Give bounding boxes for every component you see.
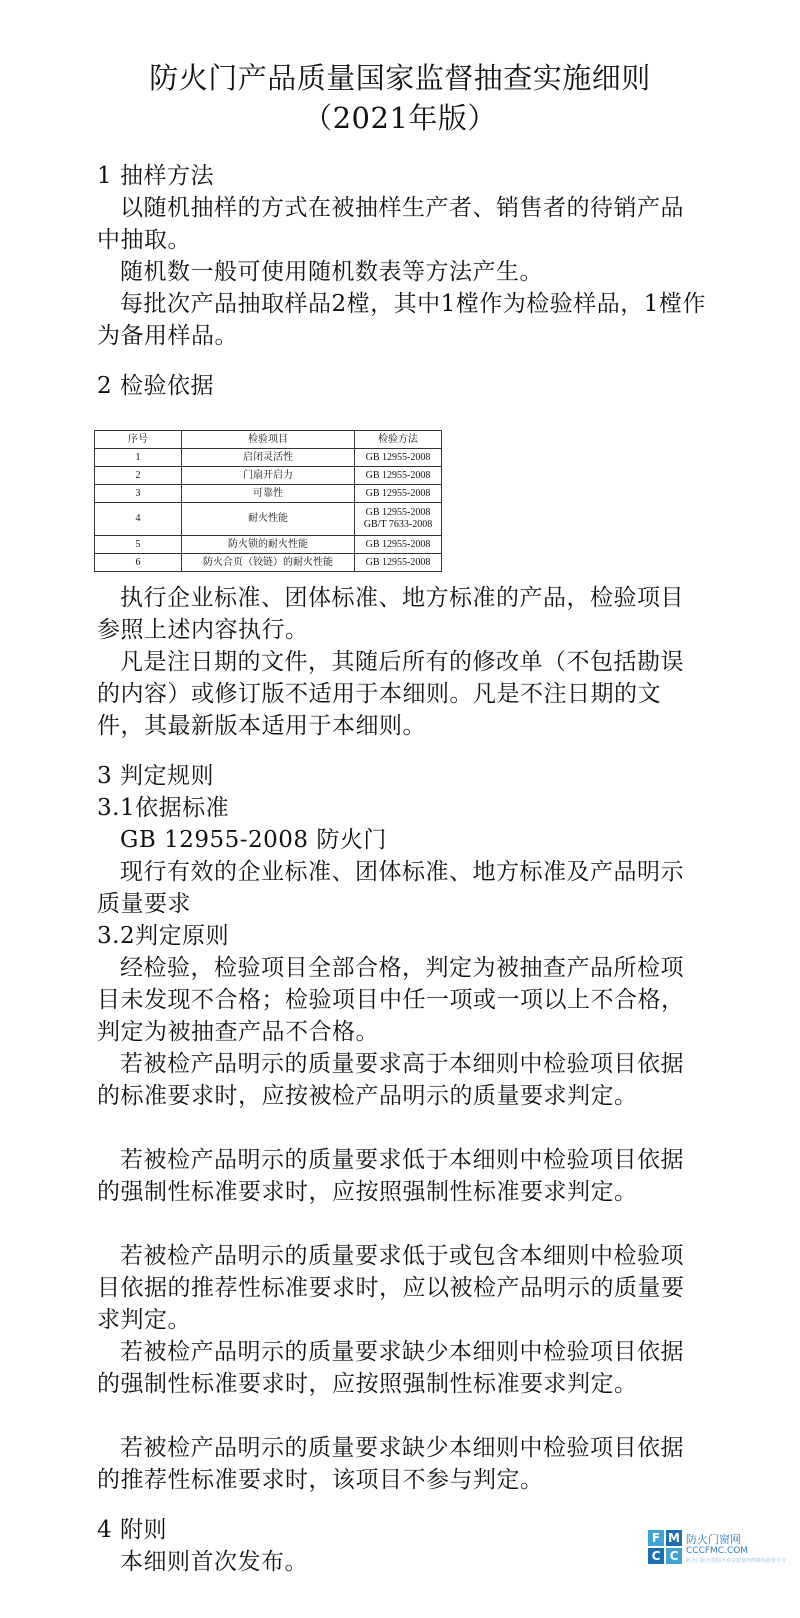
table-cell-item: 耐火性能 [182,503,355,536]
logo-site-name: 防火门窗网 [686,1533,741,1546]
section-3-1-heading: 3.1依据标准 [97,795,230,821]
logo-tagline: 防火门防火窗防火卷帘质量网络媒体服务平台 [686,1558,787,1564]
logo-letter: M [666,1530,682,1546]
table-cell-item: 防火锁的耐火性能 [182,536,355,554]
inspection-table [94,430,442,572]
table-cell-item: 门扇开启力 [182,467,355,485]
section-2-paragraph-2: 凡是注日期的文件，其随后所有的修改单（不包括勘误的内容）或修订版不适用于本细则。凡是不注日期的文件，其最新版本适用于本细则。 [97,649,684,739]
logo-letter: C [666,1548,682,1564]
section-1-paragraph-1: 以随机抽样的方式在被抽样生产者、销售者的待销产品中抽取。 [97,195,684,253]
table-cell-no: 2 [95,467,182,485]
table-cell-method: GB 12955-2008 [355,554,442,572]
logo-mark-icon [648,1530,682,1564]
section-1-paragraph-3: 每批次产品抽取样品2樘，其中1樘作为检验样品，1樘作为备用样品。 [97,291,706,349]
table-cell-method: GB 12955-2008 [355,485,442,503]
section-2-heading: 2 检验依据 [97,373,214,399]
document-edition: （2021年版） [303,101,497,135]
section-4-heading: 4 附则 [97,1517,167,1543]
section-3-1-standard-2: 现行有效的企业标准、团体标准、地方标准及产品明示质量要求 [97,859,684,917]
table-header-item: 检验项目 [182,431,355,449]
section-3-2-heading: 3.2判定原则 [97,923,230,949]
section-3-2-paragraph-4: 若被检产品明示的质量要求低于或包含本细则中检验项目依据的推荐性标准要求时，应以被检产品明示的质量要求判定。 [97,1243,685,1333]
table-header-no: 序号 [95,431,182,449]
table-row [95,485,442,503]
table-cell-no: 1 [95,449,182,467]
table-row [95,467,442,485]
table-header-method: 检验方法 [355,431,442,449]
document-title: 防火门产品质量国家监督抽查实施细则 [149,61,651,95]
table-cell-no: 6 [95,554,182,572]
logo-letter: F [648,1530,664,1546]
table-header-row [95,431,442,449]
section-1-paragraph-2: 随机数一般可使用随机数表等方法产生。 [120,259,543,285]
section-3-2-paragraph-5: 若被检产品明示的质量要求缺少本细则中检验项目依据的强制性标准要求时，应按照强制性标准要求判定。 [97,1339,684,1397]
section-3-2-paragraph-1: 经检验，检验项目全部合格，判定为被抽查产品所检项目未发现不合格；检验项目中任一项或一项以上不合格，判定为被抽查产品不合格。 [97,955,685,1045]
section-3-2-paragraph-6: 若被检产品明示的质量要求缺少本细则中检验项目依据的推荐性标准要求时，该项目不参与判定。 [97,1435,684,1493]
table-row [95,536,442,554]
section-1-heading: 1 抽样方法 [97,163,214,189]
section-4-paragraph-1: 本细则首次发布。 [120,1549,308,1575]
table-cell-item: 防火合页（铰链）的耐火性能 [182,554,355,572]
table-cell-method: GB 12955-2008 [355,536,442,554]
table-cell-method [355,503,442,536]
table-cell-method: GB 12955-2008 [355,467,442,485]
section-3-1-standard-1: GB 12955-2008 防火门 [120,827,387,853]
table-cell-item: 可靠性 [182,485,355,503]
section-2-paragraph-1: 执行企业标准、团体标准、地方标准的产品，检验项目参照上述内容执行。 [97,585,684,643]
table-cell-method-line-2: GB/T 7633-2008 [363,519,433,530]
table-cell-no: 5 [95,536,182,554]
table-cell-method: GB 12955-2008 [355,449,442,467]
section-3-2-paragraph-2: 若被检产品明示的质量要求高于本细则中检验项目依据的标准要求时，应按被检产品明示的质量要求判定。 [97,1051,684,1109]
table-cell-item: 启闭灵活性 [182,449,355,467]
watermark-logo [648,1530,787,1570]
logo-letter: C [648,1548,664,1564]
section-3-2-paragraph-3: 若被检产品明示的质量要求低于本细则中检验项目依据的强制性标准要求时，应按照强制性标准要求判定。 [97,1147,684,1205]
table-cell-no: 3 [95,485,182,503]
table-row [95,503,442,536]
table-cell-method-line-1: GB 12955-2008 [365,507,431,518]
table-row [95,554,442,572]
table-cell-no: 4 [95,503,182,536]
section-3-heading: 3 判定规则 [97,763,214,789]
table-row [95,449,442,467]
logo-domain: CCCFMC.COM [686,1546,749,1556]
